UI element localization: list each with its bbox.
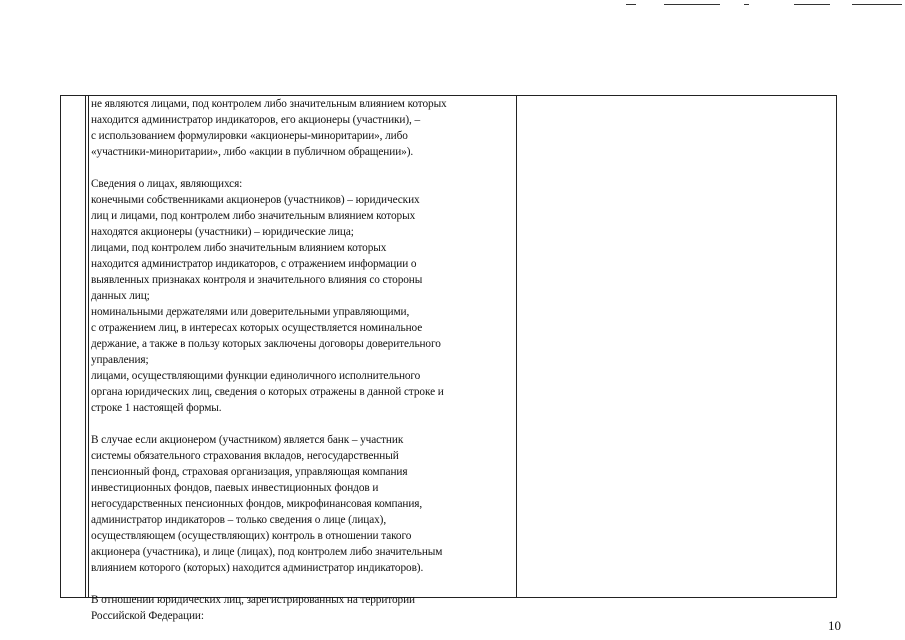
text-line: лицами, осуществляющими функции единоличного исполнительного (91, 370, 421, 382)
table-column-divider (85, 95, 86, 597)
text-line: акционера (участника), и лице (лицах), под контролем либо значительным (91, 546, 443, 558)
text-line: инвестиционных фондов, паевых инвестиционных фондов и (91, 482, 379, 494)
scan-mark (852, 4, 902, 5)
text-line: лицами, под контролем либо значительным влиянием которых (91, 242, 387, 254)
text-line: В случае если акционером (участником) является банк – участник (91, 434, 404, 446)
text-line: номинальными держателями или доверительными управляющими, (91, 306, 410, 318)
table-left-border (60, 95, 61, 597)
text-line: пенсионный фонд, страховая организация, управляющая компания (91, 466, 408, 478)
text-line: органа юридических лиц, сведения о которых отражены в данной строке и (91, 386, 444, 398)
text-line: системы обязательного страхования вкладов, негосударственный (91, 450, 399, 462)
text-line: осуществляющем (осуществляющих) контроль в отношении такого (91, 530, 412, 542)
text-line: управления; (91, 354, 149, 366)
page-number: 10 (828, 618, 841, 633)
table-right-border (836, 95, 837, 597)
text-line: выявленных признаках контроля и значительного влияния со стороны (91, 274, 423, 286)
text-line: с отражением лиц, в интересах которых осуществляется номинальное (91, 322, 423, 334)
text-line: негосударственных пенсионных фондов, микрофинансовая компания, (91, 498, 423, 510)
text-line: конечными собственниками акционеров (участников) – юридических (91, 194, 420, 206)
text-line: администратор индикаторов – только сведения о лице (лицах), (91, 514, 387, 526)
scan-mark (744, 4, 749, 5)
text-line: находится администратор индикаторов, с отражением информации о (91, 258, 417, 270)
text-line: находится администратор индикаторов, его акционеры (участники), – (91, 114, 421, 126)
scan-mark (794, 4, 830, 5)
text-line: влиянием которого (которых) находится администратор индикаторов). (91, 562, 424, 574)
paragraph-gap (91, 576, 515, 592)
text-line: данных лиц; (91, 290, 150, 302)
scan-mark (626, 4, 636, 5)
text-line: В отношении юридических лиц, зарегистрированных на территории (91, 594, 415, 606)
text-line: держание, а также в пользу которых заключены договоры доверительного (91, 338, 441, 350)
text-line: строке 1 настоящей формы. (91, 402, 222, 414)
text-line: Российской Федерации: (91, 610, 204, 622)
table-column-divider (88, 95, 89, 597)
text-line: не являются лицами, под контролем либо значительным влиянием которых (91, 98, 447, 110)
scan-mark (664, 4, 720, 5)
text-line: находятся акционеры (участники) – юридические лица; (91, 226, 354, 238)
text-line: Сведения о лицах, являющихся: (91, 178, 243, 190)
paragraph-gap (91, 416, 515, 432)
paragraph-gap (91, 160, 515, 176)
table-cell-text (91, 96, 515, 624)
text-line: с использованием формулировки «акционеры-миноритарии», либо (91, 130, 408, 142)
table-column-divider (516, 95, 517, 597)
text-line: лиц и лицами, под контролем либо значительным влиянием которых (91, 210, 416, 222)
text-line: «участники-миноритарии», либо «акции в публичном обращении»). (91, 146, 414, 158)
